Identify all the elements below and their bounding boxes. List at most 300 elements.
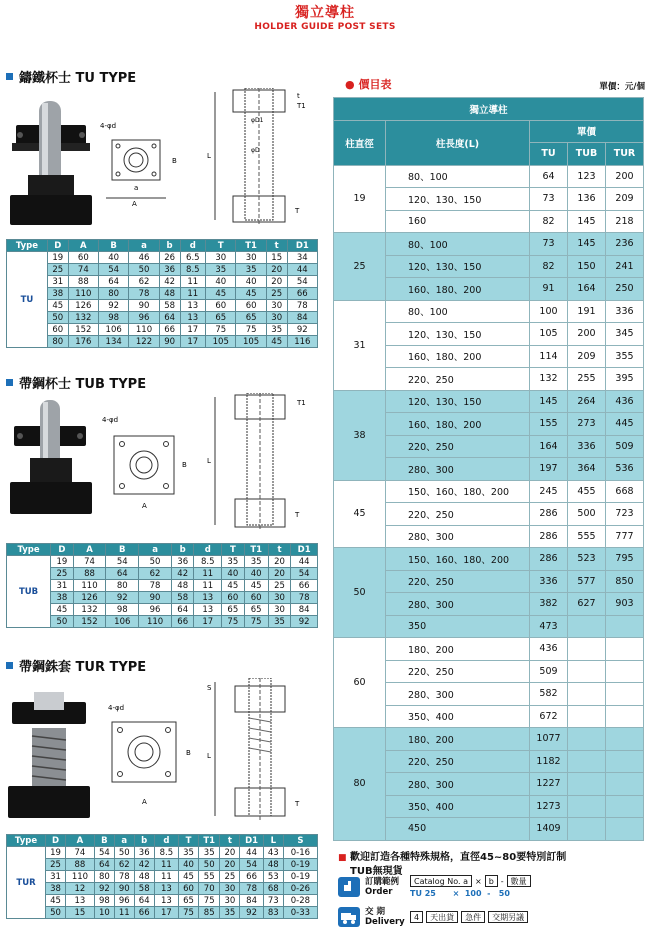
table-cell: 38 [51,592,74,604]
table-row [7,580,318,592]
price-table [333,97,644,841]
table-cell: 11 [180,288,206,300]
price-cell [568,683,606,706]
column-header: D1 [287,240,317,252]
tu-side-view-drawing [205,88,315,228]
price-cell: 1182 [530,750,568,773]
table-cell: 34 [287,252,317,264]
table-cell: 64 [94,859,114,871]
column-header: a [129,240,159,252]
holes-label: 4-φd [108,704,125,712]
table-cell: 30 [220,895,240,907]
price-cell: 155 [530,413,568,436]
table-cell: 78 [240,883,264,895]
column-header: A [73,544,106,556]
table-cell: 20 [220,859,240,871]
column-header-price: 單價 [530,120,644,143]
price-cell: 364 [568,458,606,481]
section-heading-tub [6,373,146,392]
price-cell [568,705,606,728]
delivery-label-en: Delivery [365,917,405,927]
table-cell: 13 [180,312,206,324]
table-cell: 62 [139,568,172,580]
table-cell: 0-26 [283,883,317,895]
price-cell: 200 [568,323,606,346]
table-cell: 30 [266,312,287,324]
bullet-dot-icon: ● [345,78,355,91]
table-cell: 50 [51,616,74,628]
column-header: a [139,544,172,556]
column-header-diameter: 柱直徑 [334,120,386,165]
table-cell: 48 [134,871,154,883]
table-cell: 25 [46,859,66,871]
price-cell: 473 [530,615,568,638]
price-cell: 536 [606,458,644,481]
price-cell: 236 [606,233,644,256]
holes-label: 4-φd [100,122,117,130]
length-cell: 160、180、200 [386,345,530,368]
column-header: b [171,544,194,556]
table-cell: 152 [68,324,98,336]
dim-B-label: B [186,749,191,757]
table-cell: 54 [99,264,129,276]
price-cell: 82 [530,255,568,278]
price-cell [568,818,606,841]
table-cell: 11 [194,568,222,580]
price-cell [568,728,606,751]
price-cell: 286 [530,503,568,526]
length-cell: 160、180、200 [386,278,530,301]
delivery-negotiate-box: 交期另議 [488,911,528,923]
column-header-type: TUR [606,143,644,166]
price-cell: 73 [530,188,568,211]
table-cell: 48 [171,580,194,592]
column-header: D1 [291,544,318,556]
table-cell: 66 [240,871,264,883]
table-cell: 0-19 [283,859,317,871]
table-cell: 50 [47,312,68,324]
table-cell: 50 [139,556,172,568]
column-header: A [65,835,94,847]
tur-top-view-drawing [98,700,198,810]
column-header: L [263,835,283,847]
price-row [334,548,644,571]
table-cell: 54 [287,276,317,288]
table-cell: 64 [159,312,180,324]
table-cell: 66 [171,616,194,628]
table-cell: 74 [73,556,106,568]
column-header: T [206,240,236,252]
dim-phiD-label: φD [251,147,260,154]
table-row [7,288,318,300]
delivery-boxes [410,911,528,923]
length-cell: 220、250 [386,503,530,526]
price-cell: 105 [530,323,568,346]
table-row [7,336,318,348]
price-cell: 795 [606,548,644,571]
table-cell: 90 [159,336,180,348]
table-cell: 11 [154,859,178,871]
column-header: S [283,835,317,847]
dim-T1-label: T1 [297,399,306,407]
table-cell: 46 [129,252,159,264]
price-cell: 1077 [530,728,568,751]
table-cell: 50 [114,847,134,859]
diameter-cell: 25 [334,233,386,301]
table-cell: 110 [65,871,94,883]
table-cell: 12 [65,883,94,895]
table-cell: 126 [68,300,98,312]
table-cell: 96 [139,604,172,616]
table-cell: 31 [47,276,68,288]
table-cell: 98 [99,312,129,324]
table-cell: 35 [244,556,268,568]
table-row [7,568,318,580]
table-cell: 70 [199,883,220,895]
table-cell: 54 [94,847,114,859]
diameter-cell: 19 [334,165,386,233]
tu-product-photo [4,95,99,230]
table-row [7,252,318,264]
table-cell: 19 [47,252,68,264]
table-row [7,312,318,324]
column-header: d [180,240,206,252]
dim-T-label: T [295,207,300,215]
length-cell: 350、400 [386,705,530,728]
table-cell: 35 [199,847,220,859]
table-cell: 45 [206,288,236,300]
table-cell: 132 [73,604,106,616]
price-list-title: 價目表 [358,78,392,91]
table-cell: 11 [114,907,134,919]
length-cell: 120、130、150 [386,188,530,211]
table-cell: 36 [134,847,154,859]
table-cell: 13 [194,592,222,604]
column-header: T1 [236,240,266,252]
table-cell: 60 [47,324,68,336]
column-header: D [46,835,66,847]
dim-t-label: t [297,92,300,100]
table-cell: 35 [220,907,240,919]
table-cell: 64 [171,604,194,616]
column-header: B [99,240,129,252]
price-cell: 1273 [530,795,568,818]
table-cell: 68 [263,883,283,895]
table-cell: 6.5 [180,252,206,264]
column-header: D [51,544,74,556]
order-example-row [338,875,531,898]
delivery-row [338,907,528,927]
price-cell: 723 [606,503,644,526]
special-order-note [338,848,566,863]
price-cell: 500 [568,503,606,526]
table-cell: 80 [106,580,139,592]
table-row [7,907,318,919]
table-cell: 78 [114,871,134,883]
table-cell: 65 [222,604,245,616]
price-row [334,300,644,323]
tub-dimension-table [6,543,318,628]
price-cell: 577 [568,570,606,593]
table-cell: 31 [46,871,66,883]
type-group-cell: TU [7,252,48,348]
times-sign: × [475,876,482,886]
table-cell: 11 [180,276,206,288]
column-header: T [222,544,245,556]
table-cell: 98 [94,895,114,907]
table-cell: 110 [73,580,106,592]
table-cell: 13 [154,883,178,895]
price-cell: 345 [606,323,644,346]
order-label [365,877,405,897]
table-cell: 60 [179,883,199,895]
price-cell: 582 [530,683,568,706]
price-cell: 164 [568,278,606,301]
price-row [334,233,644,256]
table-cell: 35 [266,324,287,336]
dim-phiD1-label: φD1 [251,117,264,124]
table-cell: 64 [134,895,154,907]
table-cell: 60 [68,252,98,264]
price-cell: 191 [568,300,606,323]
price-list-heading [345,76,391,92]
price-cell: 197 [530,458,568,481]
table-cell: 90 [114,883,134,895]
dim-L-label: L [207,457,211,465]
length-cell: 150、160、180、200 [386,480,530,503]
order-label-zh: 訂購範例 [365,876,400,887]
price-cell: 382 [530,593,568,616]
column-header: b [159,240,180,252]
table-cell: 13 [194,604,222,616]
table-cell: 20 [268,568,291,580]
price-cell: 218 [606,210,644,233]
table-cell: 116 [287,336,317,348]
table-cell: 48 [159,288,180,300]
table-cell: 54 [291,568,318,580]
order-example [410,875,531,898]
table-cell: 40 [236,276,266,288]
price-cell: 245 [530,480,568,503]
dim-a-label: a [134,184,139,192]
dim-A-label: A [142,502,147,510]
table-cell: 45 [51,604,74,616]
table-cell: 83 [263,907,283,919]
diameter-cell: 31 [334,300,386,390]
table-cell: 0-33 [283,907,317,919]
tu-dimension-table [6,239,318,348]
table-cell: 36 [171,556,194,568]
table-cell: 92 [291,616,318,628]
price-cell: 509 [530,660,568,683]
table-row [7,616,318,628]
price-cell: 64 [530,165,568,188]
delivery-label-zh: 交 期 [365,907,385,917]
price-cell: 136 [568,188,606,211]
table-cell: 25 [47,264,68,276]
hand-pointer-icon [338,877,360,897]
column-header: A [68,240,98,252]
table-cell: 50 [199,859,220,871]
table-cell: 25 [51,568,74,580]
price-cell: 336 [530,570,568,593]
table-cell: 65 [179,895,199,907]
price-row [334,638,644,661]
table-cell: 58 [159,300,180,312]
price-cell [606,728,644,751]
table-cell: 20 [266,264,287,276]
dim-T1-label: T1 [297,102,306,110]
page-title: 獨立導柱 [295,5,355,21]
section-heading-tu [6,67,136,86]
table-cell: 19 [46,847,66,859]
price-cell: 132 [530,368,568,391]
table-cell: 88 [65,859,94,871]
price-row [334,390,644,413]
price-cell: 455 [568,480,606,503]
table-cell: 84 [287,312,317,324]
table-cell: 78 [287,300,317,312]
price-cell: 273 [568,413,606,436]
price-cell: 436 [606,390,644,413]
table-row [7,847,318,859]
price-cell [568,773,606,796]
price-cell [568,660,606,683]
table-row [7,592,318,604]
column-header: t [220,835,240,847]
table-cell: 106 [99,324,129,336]
table-cell: 8.5 [194,556,222,568]
table-cell: 0-16 [283,847,317,859]
table-cell: 75 [222,616,245,628]
delivery-label [365,907,405,927]
table-cell: 85 [199,907,220,919]
price-cell [606,638,644,661]
table-cell: 45 [47,300,68,312]
column-header: Type [7,544,51,556]
price-cell [606,795,644,818]
table-cell: 20 [266,276,287,288]
table-cell: 96 [129,312,159,324]
price-cell: 668 [606,480,644,503]
price-cell [606,660,644,683]
length-cell: 80、100 [386,165,530,188]
table-cell: 98 [106,604,139,616]
special-order-text: 歡迎訂造各種特殊規格，直徑45~80要特別訂制 [350,852,567,863]
table-cell: 92 [106,592,139,604]
price-cell: 209 [606,188,644,211]
table-cell: 75 [206,324,236,336]
table-cell: 40 [244,568,268,580]
table-cell: 90 [139,592,172,604]
table-cell: 80 [47,336,68,348]
tur-dimension-table [6,834,318,919]
price-cell: 903 [606,593,644,616]
price-table-title: 獨立導柱 [334,98,644,121]
price-unit: 單價：元/個 [599,82,645,92]
table-row [7,883,318,895]
length-cell: 280、300 [386,525,530,548]
table-cell: 110 [68,288,98,300]
table-cell: 40 [179,859,199,871]
table-cell: 35 [268,616,291,628]
table-cell: 110 [129,324,159,336]
table-cell: 50 [129,264,159,276]
price-row [334,165,644,188]
table-cell: 15 [266,252,287,264]
table-cell: 30 [268,604,291,616]
dim-L-label: L [207,752,211,760]
price-cell [568,750,606,773]
tur-side-view-drawing [205,678,315,823]
price-cell: 164 [530,435,568,458]
diameter-cell: 45 [334,480,386,548]
table-cell: 13 [154,895,178,907]
price-cell: 123 [568,165,606,188]
column-header: t [266,240,287,252]
table-cell: 152 [73,616,106,628]
price-cell: 91 [530,278,568,301]
length-cell: 220、250 [386,660,530,683]
price-cell: 395 [606,368,644,391]
dim-S-label: S [207,684,212,692]
table-cell: 53 [263,871,283,883]
tub-side-view-drawing [205,393,315,533]
table-cell: 92 [99,300,129,312]
table-cell: 105 [236,336,266,348]
table-cell: 60 [206,300,236,312]
table-cell: 42 [159,276,180,288]
table-cell: 40 [99,252,129,264]
table-cell: 25 [268,580,291,592]
table-cell: 30 [236,252,266,264]
table-row [7,300,318,312]
column-header: b [134,835,154,847]
table-cell: 62 [129,276,159,288]
delivery-days-box: 4 [410,911,423,923]
table-cell: 0-28 [283,895,317,907]
table-cell: 75 [244,616,268,628]
table-cell: 0-19 [283,871,317,883]
tur-product-photo [4,688,96,823]
price-cell: 150 [568,255,606,278]
table-cell: 17 [180,324,206,336]
column-header: T [179,835,199,847]
length-cell: 220、250 [386,750,530,773]
table-cell: 13 [180,300,206,312]
tub-top-view-drawing [98,412,198,512]
price-cell: 241 [606,255,644,278]
price-cell: 264 [568,390,606,413]
table-cell: 19 [51,556,74,568]
length-cell: 280、300 [386,458,530,481]
column-header: B [94,835,114,847]
price-cell: 509 [606,435,644,458]
b-box: b [485,875,498,887]
bullet-square-icon [6,73,13,80]
column-header: T1 [199,835,220,847]
column-header-type: TU [530,143,568,166]
table-row [7,895,318,907]
table-row [7,871,318,883]
price-cell: 145 [568,210,606,233]
order-example-value: TU 25 × 100 - 50 [410,889,510,898]
column-header: d [154,835,178,847]
dim-A-label: A [132,200,137,208]
table-cell: 48 [263,859,283,871]
table-cell: 64 [99,276,129,288]
table-cell: 84 [291,604,318,616]
